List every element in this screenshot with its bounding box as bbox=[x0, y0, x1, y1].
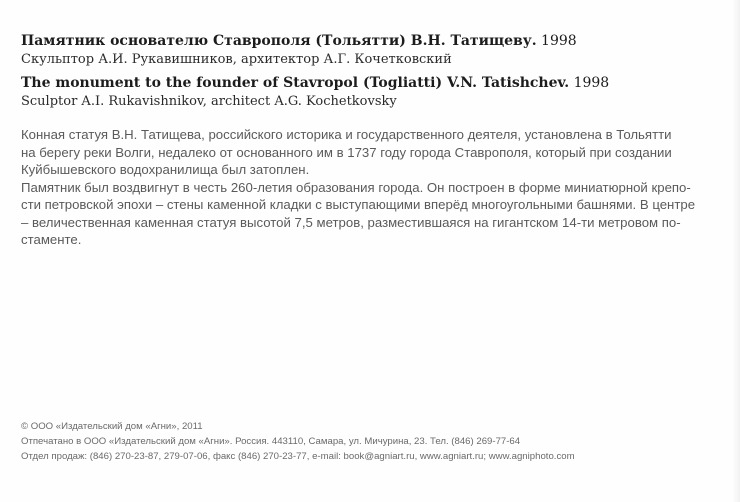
publisher-imprint bbox=[21, 419, 736, 464]
subtitle-english: Sculptor A.I. Rukavishnikov, architect A.G. Kochetkovsky bbox=[21, 94, 397, 109]
title-russian-bold: Памятник основателю Ставрополя (Тольятти) В.Н. Татищеву. bbox=[21, 33, 537, 49]
title-russian-year: 1998 bbox=[536, 33, 577, 49]
title-english-year: 1998 bbox=[569, 75, 610, 91]
description-line: Куйбышевского водохранилища был затоплен. bbox=[21, 162, 310, 177]
description-line: сти петровской эпохи – стены каменной кладки с выступающими вперёд многоугольными башнями. В центре bbox=[21, 197, 696, 212]
title-english-bold: The monument to the founder of Stavropol (Togliatti) V.N. Tatishchev. bbox=[21, 75, 570, 91]
subtitle-russian: Скульптор А.И. Рукавишников, архитектор А.Г. Кочетковский bbox=[21, 52, 452, 67]
title-english bbox=[21, 74, 736, 93]
imprint-copyright: © ООО «Издательский дом «Агни», 2011 bbox=[21, 421, 203, 432]
imprint-printed: Отпечатано в ООО «Издательский дом «Агни». Россия. 443110, Самара, ул. Мичурина, 23. Тел. (846) 269-77-64 bbox=[21, 436, 521, 447]
imprint-sales: Отдел продаж: (846) 270-23-87, 279-07-06, факс (846) 270-23-77, e-mail: book@agniart.ru, www.agniart.ru; www.agniphoto.com bbox=[21, 451, 575, 462]
description-line: – величественная каменная статуя высотой 7,5 метров, разместившаяся на гигантском 14-ти метровом по- bbox=[21, 214, 681, 230]
description-text bbox=[21, 126, 740, 249]
description-line: стаменте. bbox=[21, 232, 82, 247]
description-line: на берегу реки Волги, недалеко от основанного им в 1737 году города Ставрополя, который при создании bbox=[21, 144, 672, 160]
description-line: Конная статуя В.Н. Татищева, российского историка и государственного деятеля, установлена в Тольятти bbox=[21, 127, 672, 142]
heading-english bbox=[21, 74, 736, 111]
description-line: Памятник был воздвигнут в честь 260-летия образования города. Он построен в форме миниатюрной крепо- bbox=[21, 179, 691, 195]
heading-russian bbox=[21, 32, 736, 69]
title-russian bbox=[21, 32, 736, 51]
